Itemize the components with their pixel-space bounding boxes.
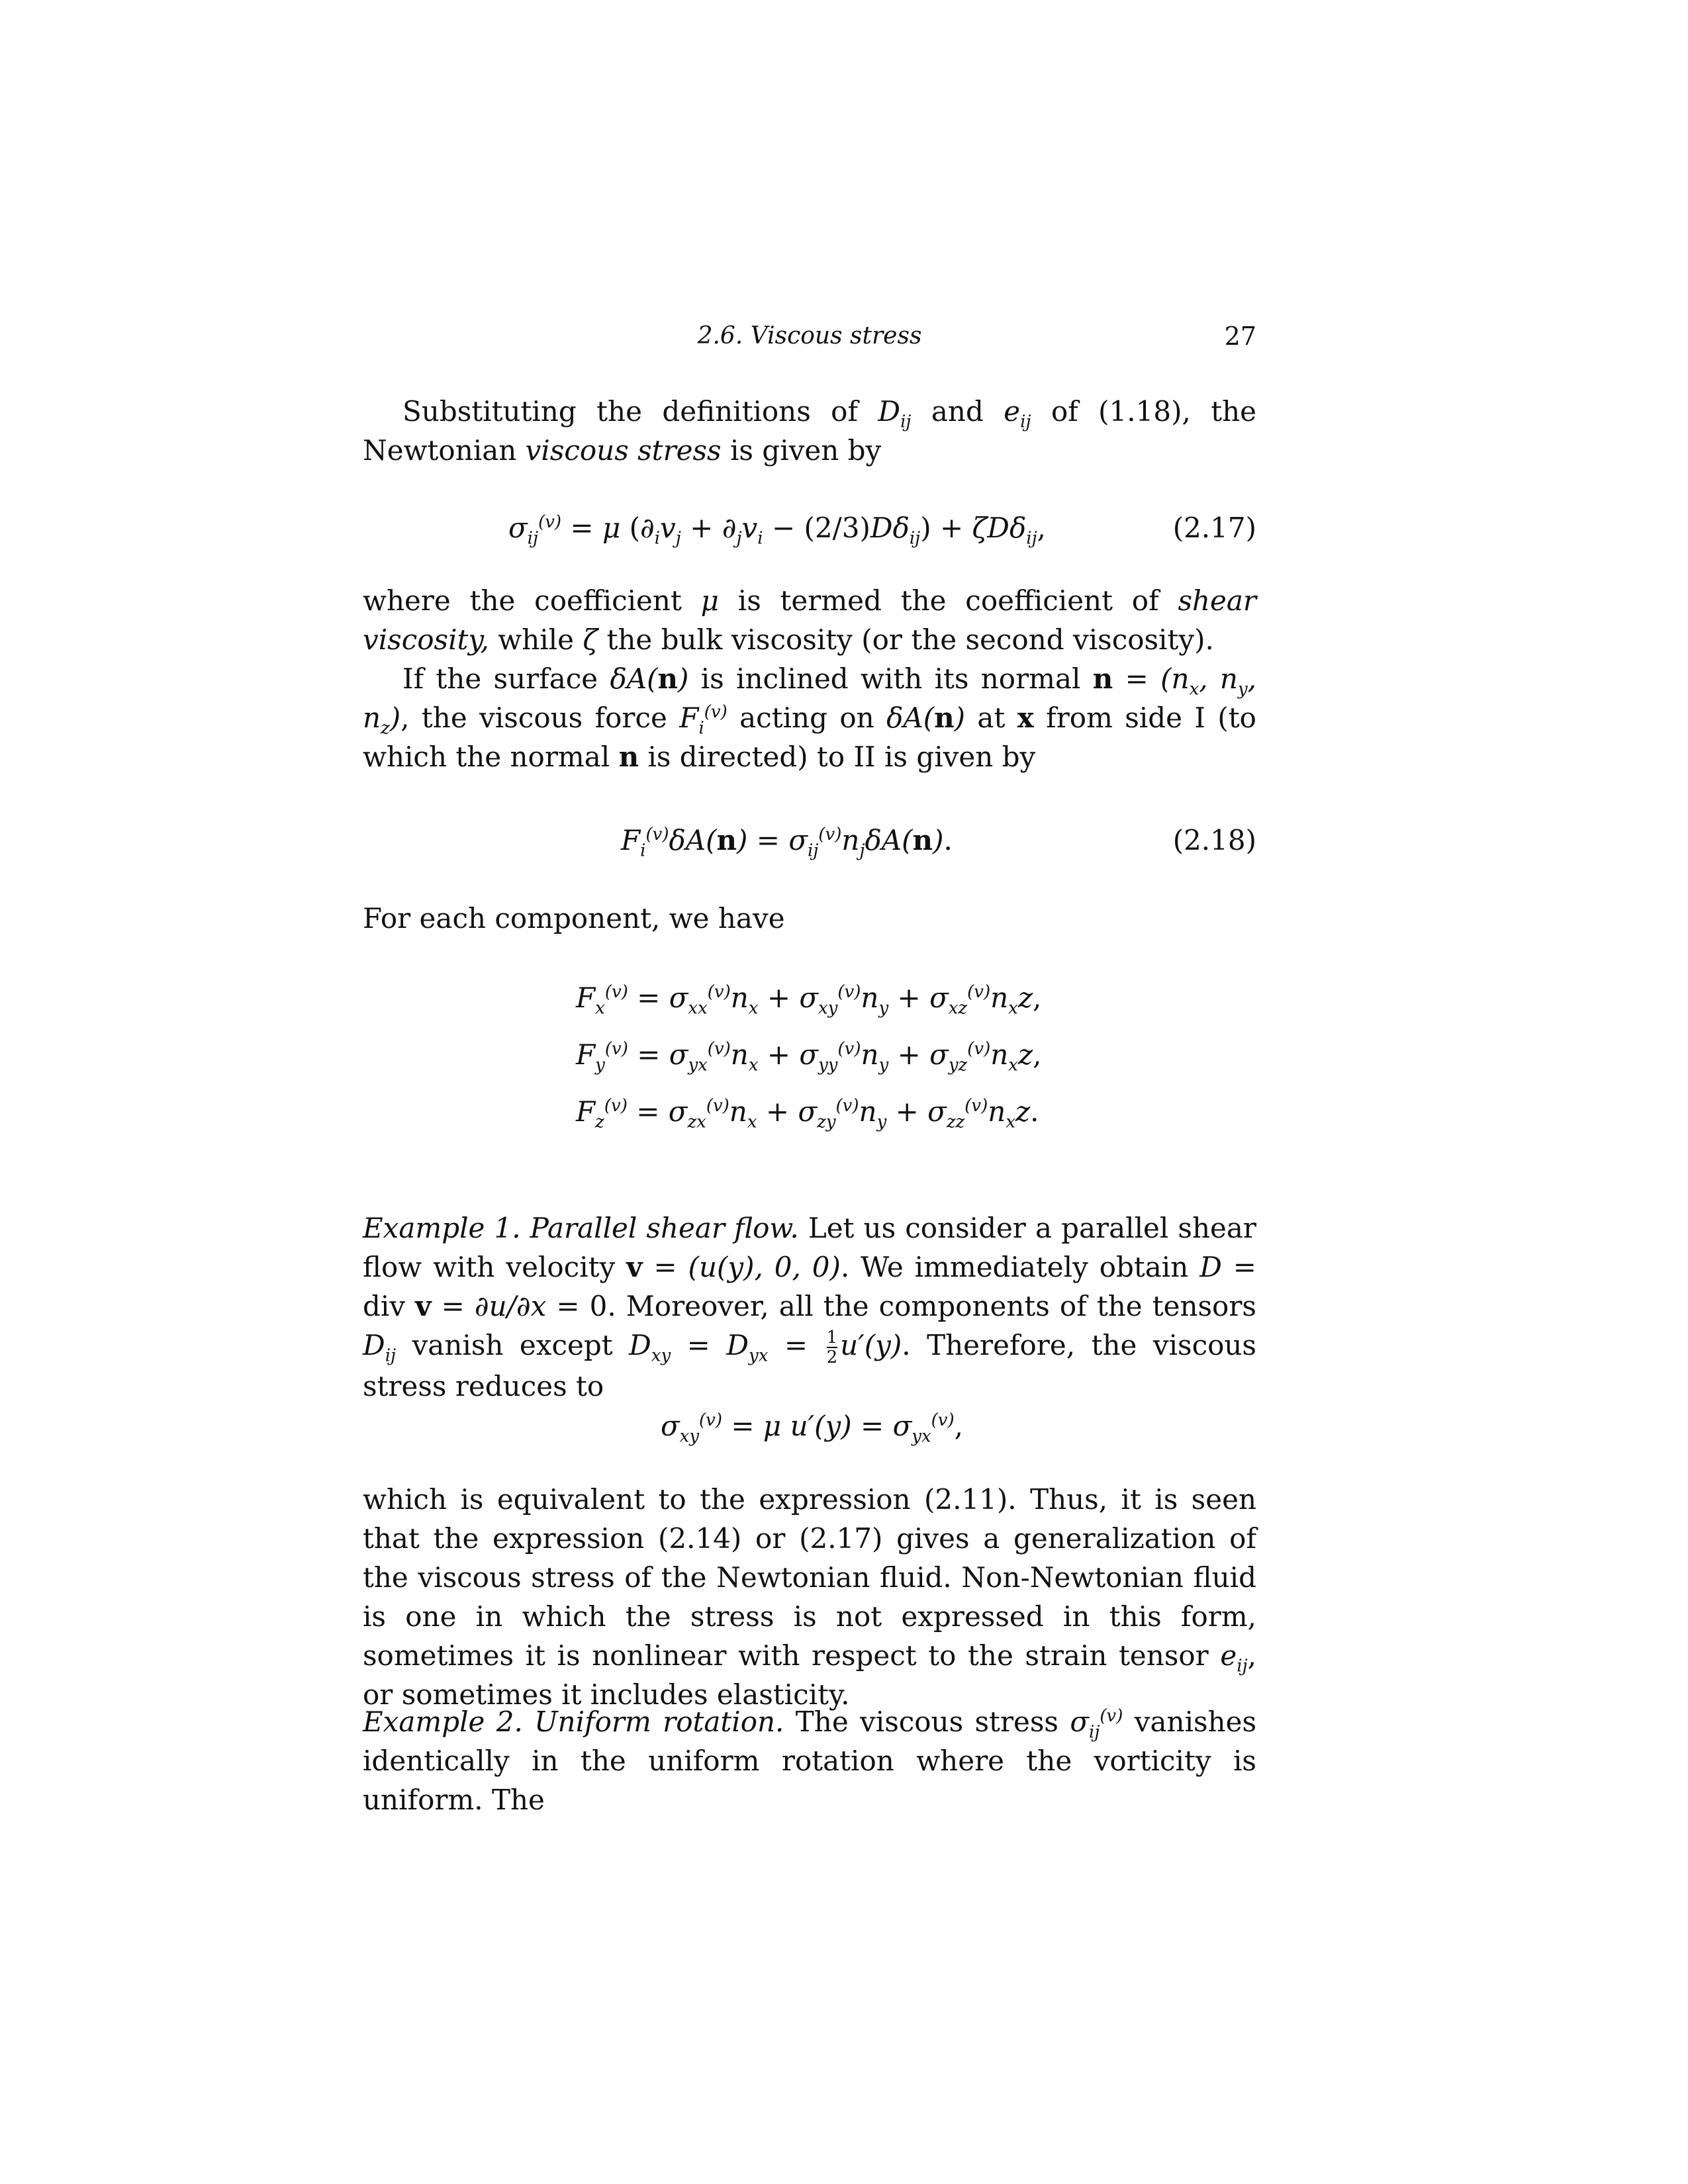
equation-number: (2.17) (1172, 512, 1256, 544)
equation-Fx: $F_x^{(v)} = \sigma_{xx}^{(v)}n_x + \sigma_{xy}^{(v)}n_y + \sigma_{xz}^{(v)}n_xz$, (576, 981, 1042, 1019)
math-zeta: ζ (583, 623, 598, 656)
text-span: and (931, 395, 984, 428)
text-span: We immediately obtain (861, 1251, 1189, 1283)
text-span: Therefore, the viscous stress reduces to (363, 1329, 1256, 1402)
text-span: The viscous stress (795, 1706, 1058, 1738)
math-sigma-ij: $\sigma_{ij}^{(v)}$ (1070, 1706, 1123, 1743)
equation-formula: $\sigma_{xy}^{(v)} = \mu$ $u'(y) = \sigma_{yx}^{(v)}$, (661, 1410, 963, 1447)
math-dA-n: δA(n) (610, 662, 689, 695)
equation-number: (2.18) (1172, 824, 1256, 856)
text-span: vanishes identically in the uniform rotation where the vorticity is uniform. The (363, 1706, 1257, 1816)
equation-2-18 (363, 817, 1256, 864)
emphasis-term: viscous stress (525, 434, 722, 467)
text-span: is directed) to II is given by (647, 741, 1036, 773)
text-span: the bulk viscosity (or the second viscosity). (606, 623, 1214, 656)
paragraph-coefficients (363, 581, 1256, 776)
math-D-xy: $D_{xy} = D_{yx}$ = $\frac{1}{2}$ u′(y). (629, 1328, 911, 1367)
text-span: If the surface (402, 662, 598, 695)
math-n-vector: $n = (n_x$, $n_y$, $n_z$), (363, 662, 1257, 739)
math-x-vector: x (1017, 702, 1034, 734)
math-divergence: D = div v = ∂u/∂x = 0. (363, 1251, 1256, 1322)
text-span: which is equivalent to the expression (2.11). Thus, it is seen that the expression (2.14) or (2.17) gives a generalization of the viscous stress of the Newtonian fluid. Non-Newtonian fluid is one in which the stress is not expressed in this form, sometimes it is nonlinear with respect to the strain tensor (363, 1483, 1256, 1672)
math-n-vector: n (618, 741, 639, 773)
math-mu: μ (700, 584, 719, 617)
text-span: Moreover, all the components of the tensors (626, 1290, 1256, 1322)
text-span: Substituting the definitions of (402, 395, 858, 428)
text-span: is given by (729, 434, 882, 467)
text-span: the viscous force (421, 702, 667, 734)
text-span: Let us consider a parallel shear flow with velocity (363, 1212, 1256, 1283)
math-D-ij: $D_{ij}$ (363, 1329, 397, 1366)
text-span: of (1.18), the Newtonian (363, 395, 1256, 467)
page-number: 27 (1224, 322, 1256, 351)
equation-formula: $\sigma_{ij}^{(v)} = \mu$ $(\partial_iv_j + \partial_jv_i - (2/3)D\delta_{ij}) + \zeta D\delta_{ij}$, (508, 512, 1047, 549)
math-velocity: v = (u(y), 0, 0). (626, 1251, 850, 1283)
math-dA-n: δA(n) (886, 702, 966, 734)
text-span: vanish except (412, 1329, 613, 1361)
equation-formula: $F_i^{(v)}\delta A(n) = \sigma_{ij}^{(v)}n_j\delta A(n)$. (621, 824, 953, 861)
math-e-ij: $e_{ij}$, (1220, 1639, 1256, 1676)
text-span: from side I (to which the normal (363, 702, 1256, 773)
example-2 (363, 1702, 1256, 1819)
equation-2-17 (363, 505, 1256, 551)
text-span: is termed the coefficient of (737, 584, 1159, 617)
example-1 (363, 1208, 1256, 1406)
paragraph-components (363, 899, 1256, 938)
equation-shear-stress (363, 1403, 1256, 1449)
example-label: Example 1. Parallel shear flow. (363, 1212, 799, 1244)
text-span: at (977, 702, 1006, 734)
emphasis-term: shear viscosity, (363, 584, 1257, 656)
paragraph-surface (363, 659, 1256, 776)
text-span: acting on (739, 702, 874, 734)
text-span: is inclined with its normal (700, 662, 1081, 695)
text-span: or sometimes it includes elasticity. (363, 1678, 850, 1711)
example-label: Example 2. Uniform rotation. (363, 1706, 784, 1738)
text-span: while (498, 623, 574, 656)
paragraph-generalization (363, 1480, 1256, 1714)
text-span: For each component, we have (363, 902, 785, 934)
equation-Fz: $F_z^{(v)} = \sigma_{zx}^{(v)}n_x + \sigma_{zy}^{(v)}n_y + \sigma_{zz}^{(v)}n_xz$. (576, 1095, 1039, 1132)
equation-components (576, 970, 1041, 1140)
math-D-ij: $D_{ij}$ (878, 395, 912, 432)
equation-Fy: $F_y^{(v)} = \sigma_{yx}^{(v)}n_x + \sigma_{yy}^{(v)}n_y + \sigma_{yz}^{(v)}n_xz$, (576, 1038, 1042, 1075)
math-e-ij: $e_{ij}$ (1004, 395, 1031, 432)
running-head: 2.6. Viscous stress (697, 322, 922, 349)
text-span: where the coefficient (363, 584, 682, 617)
paragraph-intro (363, 392, 1256, 470)
page-header (363, 316, 1256, 356)
math-F-i-v: $F_i^{(v)}$ (679, 702, 727, 739)
